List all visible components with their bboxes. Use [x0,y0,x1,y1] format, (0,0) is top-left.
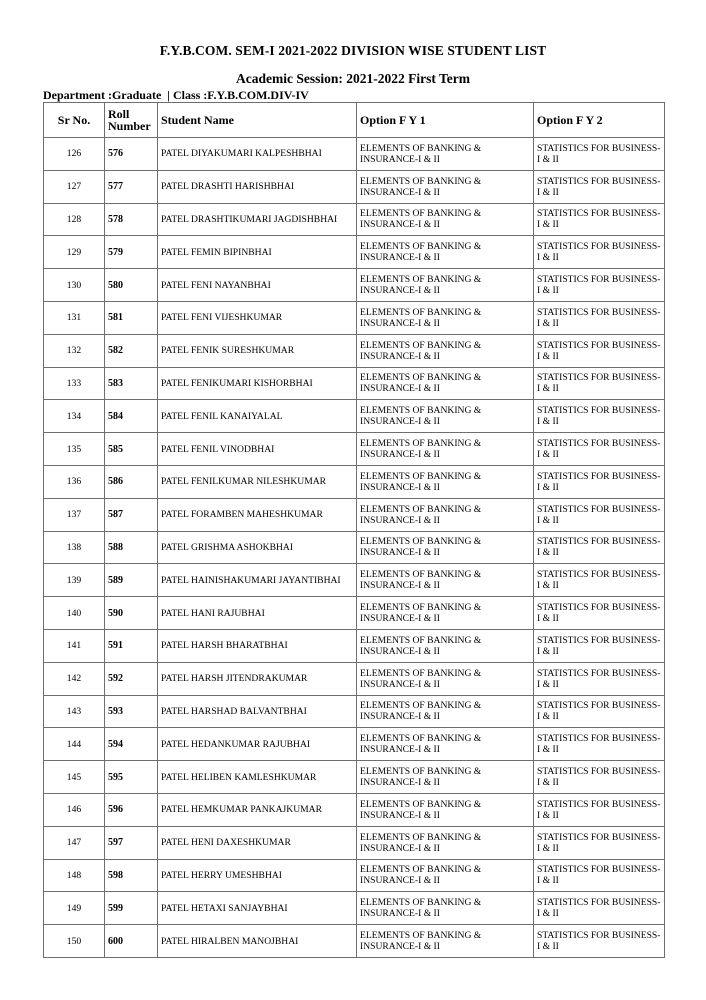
session-title: Academic Session: 2021-2022 First Term [236,71,470,86]
option-fy1-cell: ELEMENTS OF BANKING & INSURANCE-I & II [357,203,534,236]
table-body [44,138,665,958]
sr-cell: 139 [44,564,105,597]
roll-number-cell: 598 [105,859,158,892]
student-name-cell: PATEL HENI DAXESHKUMAR [158,826,357,859]
table-row [44,793,665,826]
option-fy1-cell: ELEMENTS OF BANKING & INSURANCE-I & II [357,662,534,695]
roll-number-cell: 583 [105,367,158,400]
option-fy1-cell: ELEMENTS OF BANKING & INSURANCE-I & II [357,170,534,203]
student-name-cell: PATEL DIYAKUMARI KALPESHBHAI [158,138,357,171]
option-fy1-cell: ELEMENTS OF BANKING & INSURANCE-I & II [357,531,534,564]
option-fy2-cell: STATISTICS FOR BUSINESS-I & II [534,301,665,334]
sr-cell: 128 [44,203,105,236]
sr-cell: 133 [44,367,105,400]
sr-cell: 135 [44,433,105,466]
option-fy2-cell: STATISTICS FOR BUSINESS-I & II [534,433,665,466]
roll-number-cell: 584 [105,400,158,433]
option-fy2-cell: STATISTICS FOR BUSINESS-I & II [534,892,665,925]
roll-number-cell: 577 [105,170,158,203]
option-fy1-cell: ELEMENTS OF BANKING & INSURANCE-I & II [357,629,534,662]
roll-number-cell: 593 [105,695,158,728]
option-fy2-cell: STATISTICS FOR BUSINESS-I & II [534,859,665,892]
sr-cell: 141 [44,629,105,662]
table-row [44,498,665,531]
table-row [44,629,665,662]
student-name-cell: PATEL FENIL KANAIYALAL [158,400,357,433]
student-name-cell: PATEL FENIK SURESHKUMAR [158,334,357,367]
roll-number-cell: 596 [105,793,158,826]
roll-number-cell: 594 [105,728,158,761]
student-name-cell: PATEL HEMKUMAR PANKAJKUMAR [158,793,357,826]
sr-cell: 134 [44,400,105,433]
roll-number-cell: 600 [105,925,158,958]
option-fy2-cell: STATISTICS FOR BUSINESS-I & II [534,564,665,597]
student-name-cell: PATEL FENIL VINODBHAI [158,433,357,466]
option-fy1-cell: ELEMENTS OF BANKING & INSURANCE-I & II [357,138,534,171]
table-row [44,170,665,203]
student-name-cell: PATEL HAINISHAKUMARI JAYANTIBHAI [158,564,357,597]
option-fy2-cell: STATISTICS FOR BUSINESS-I & II [534,793,665,826]
student-name-cell: PATEL DRASHTI HARISHBHAI [158,170,357,203]
option-fy2-cell: STATISTICS FOR BUSINESS-I & II [534,400,665,433]
sr-cell: 143 [44,695,105,728]
option-fy1-cell: ELEMENTS OF BANKING & INSURANCE-I & II [357,761,534,794]
sr-cell: 149 [44,892,105,925]
student-name-cell: PATEL DRASHTIKUMARI JAGDISHBHAI [158,203,357,236]
table-row [44,564,665,597]
table-row [44,761,665,794]
option-fy1-cell: ELEMENTS OF BANKING & INSURANCE-I & II [357,728,534,761]
roll-number-cell: 589 [105,564,158,597]
sr-cell: 131 [44,301,105,334]
table-row [44,662,665,695]
table-row [44,465,665,498]
table-row [44,301,665,334]
student-name-cell: PATEL FEMIN BIPINBHAI [158,236,357,269]
option-fy2-cell: STATISTICS FOR BUSINESS-I & II [534,728,665,761]
option-fy2-cell: STATISTICS FOR BUSINESS-I & II [534,498,665,531]
roll-number-cell: 592 [105,662,158,695]
student-name-cell: PATEL HARSHAD BALVANTBHAI [158,695,357,728]
header-option-fy1: Option F Y 1 [357,103,534,138]
option-fy1-cell: ELEMENTS OF BANKING & INSURANCE-I & II [357,597,534,630]
header-sr-no: Sr No. [44,103,105,138]
roll-number-cell: 590 [105,597,158,630]
table-row [44,859,665,892]
student-name-cell: PATEL FENIKUMARI KISHORBHAI [158,367,357,400]
roll-number-cell: 591 [105,629,158,662]
option-fy1-cell: ELEMENTS OF BANKING & INSURANCE-I & II [357,236,534,269]
roll-number-cell: 580 [105,269,158,302]
roll-number-cell: 597 [105,826,158,859]
roll-number-cell: 578 [105,203,158,236]
student-name-cell: PATEL GRISHMA ASHOKBHAI [158,531,357,564]
student-name-cell: PATEL HANI RAJUBHAI [158,597,357,630]
table-row [44,203,665,236]
header-roll-number: Roll Number [105,103,158,138]
roll-number-cell: 587 [105,498,158,531]
option-fy1-cell: ELEMENTS OF BANKING & INSURANCE-I & II [357,793,534,826]
roll-number-cell: 586 [105,465,158,498]
option-fy2-cell: STATISTICS FOR BUSINESS-I & II [534,925,665,958]
student-name-cell: PATEL HIRALBEN MANOJBHAI [158,925,357,958]
roll-number-cell: 581 [105,301,158,334]
table-row [44,269,665,302]
option-fy2-cell: STATISTICS FOR BUSINESS-I & II [534,597,665,630]
option-fy2-cell: STATISTICS FOR BUSINESS-I & II [534,629,665,662]
option-fy1-cell: ELEMENTS OF BANKING & INSURANCE-I & II [357,400,534,433]
sr-cell: 136 [44,465,105,498]
option-fy2-cell: STATISTICS FOR BUSINESS-I & II [534,695,665,728]
student-name-cell: PATEL HETAXI SANJAYBHAI [158,892,357,925]
sr-cell: 150 [44,925,105,958]
option-fy2-cell: STATISTICS FOR BUSINESS-I & II [534,334,665,367]
table-row [44,728,665,761]
sr-cell: 137 [44,498,105,531]
sr-cell: 129 [44,236,105,269]
sr-cell: 146 [44,793,105,826]
option-fy2-cell: STATISTICS FOR BUSINESS-I & II [534,465,665,498]
option-fy1-cell: ELEMENTS OF BANKING & INSURANCE-I & II [357,498,534,531]
option-fy1-cell: ELEMENTS OF BANKING & INSURANCE-I & II [357,433,534,466]
table-header-row [44,103,665,138]
sr-cell: 144 [44,728,105,761]
roll-number-cell: 588 [105,531,158,564]
sr-cell: 126 [44,138,105,171]
roll-number-cell: 599 [105,892,158,925]
option-fy2-cell: STATISTICS FOR BUSINESS-I & II [534,826,665,859]
student-name-cell: PATEL FENILKUMAR NILESHKUMAR [158,465,357,498]
sr-cell: 130 [44,269,105,302]
option-fy2-cell: STATISTICS FOR BUSINESS-I & II [534,761,665,794]
roll-number-cell: 579 [105,236,158,269]
department-class-line: Department :Graduate | Class :F.Y.B.COM.DIV-IV [43,88,309,102]
sr-cell: 127 [44,170,105,203]
option-fy1-cell: ELEMENTS OF BANKING & INSURANCE-I & II [357,695,534,728]
table-row [44,433,665,466]
option-fy1-cell: ELEMENTS OF BANKING & INSURANCE-I & II [357,859,534,892]
sr-cell: 145 [44,761,105,794]
option-fy1-cell: ELEMENTS OF BANKING & INSURANCE-I & II [357,925,534,958]
table-row [44,334,665,367]
table-row [44,531,665,564]
option-fy2-cell: STATISTICS FOR BUSINESS-I & II [534,662,665,695]
table-row [44,597,665,630]
option-fy1-cell: ELEMENTS OF BANKING & INSURANCE-I & II [357,826,534,859]
header-option-fy2: Option F Y 2 [534,103,665,138]
student-name-cell: PATEL HEDANKUMAR RAJUBHAI [158,728,357,761]
option-fy2-cell: STATISTICS FOR BUSINESS-I & II [534,531,665,564]
option-fy2-cell: STATISTICS FOR BUSINESS-I & II [534,138,665,171]
option-fy1-cell: ELEMENTS OF BANKING & INSURANCE-I & II [357,334,534,367]
table-row [44,400,665,433]
header-student-name: Student Name [158,103,357,138]
roll-number-cell: 576 [105,138,158,171]
student-name-cell: PATEL HARSH BHARATBHAI [158,629,357,662]
roll-number-cell: 595 [105,761,158,794]
option-fy1-cell: ELEMENTS OF BANKING & INSURANCE-I & II [357,301,534,334]
table-row [44,695,665,728]
page-title: F.Y.B.COM. SEM-I 2021-2022 DIVISION WISE STUDENT LIST [159,43,547,58]
roll-number-cell: 582 [105,334,158,367]
option-fy1-cell: ELEMENTS OF BANKING & INSURANCE-I & II [357,269,534,302]
option-fy1-cell: ELEMENTS OF BANKING & INSURANCE-I & II [357,564,534,597]
sr-cell: 138 [44,531,105,564]
sr-cell: 140 [44,597,105,630]
option-fy1-cell: ELEMENTS OF BANKING & INSURANCE-I & II [357,465,534,498]
option-fy1-cell: ELEMENTS OF BANKING & INSURANCE-I & II [357,892,534,925]
option-fy1-cell: ELEMENTS OF BANKING & INSURANCE-I & II [357,367,534,400]
student-name-cell: PATEL FENI VIJESHKUMAR [158,301,357,334]
student-list-table [43,102,665,958]
option-fy2-cell: STATISTICS FOR BUSINESS-I & II [534,203,665,236]
student-name-cell: PATEL HELIBEN KAMLESHKUMAR [158,761,357,794]
student-name-cell: PATEL FORAMBEN MAHESHKUMAR [158,498,357,531]
table-row [44,892,665,925]
sr-cell: 132 [44,334,105,367]
table-row [44,925,665,958]
student-name-cell: PATEL HARSH JITENDRAKUMAR [158,662,357,695]
sr-cell: 148 [44,859,105,892]
table-row [44,367,665,400]
sr-cell: 142 [44,662,105,695]
option-fy2-cell: STATISTICS FOR BUSINESS-I & II [534,367,665,400]
table-row [44,236,665,269]
option-fy2-cell: STATISTICS FOR BUSINESS-I & II [534,269,665,302]
table-row [44,138,665,171]
option-fy2-cell: STATISTICS FOR BUSINESS-I & II [534,170,665,203]
table-row [44,826,665,859]
student-name-cell: PATEL FENI NAYANBHAI [158,269,357,302]
roll-number-cell: 585 [105,433,158,466]
option-fy2-cell: STATISTICS FOR BUSINESS-I & II [534,236,665,269]
sr-cell: 147 [44,826,105,859]
student-name-cell: PATEL HERRY UMESHBHAI [158,859,357,892]
